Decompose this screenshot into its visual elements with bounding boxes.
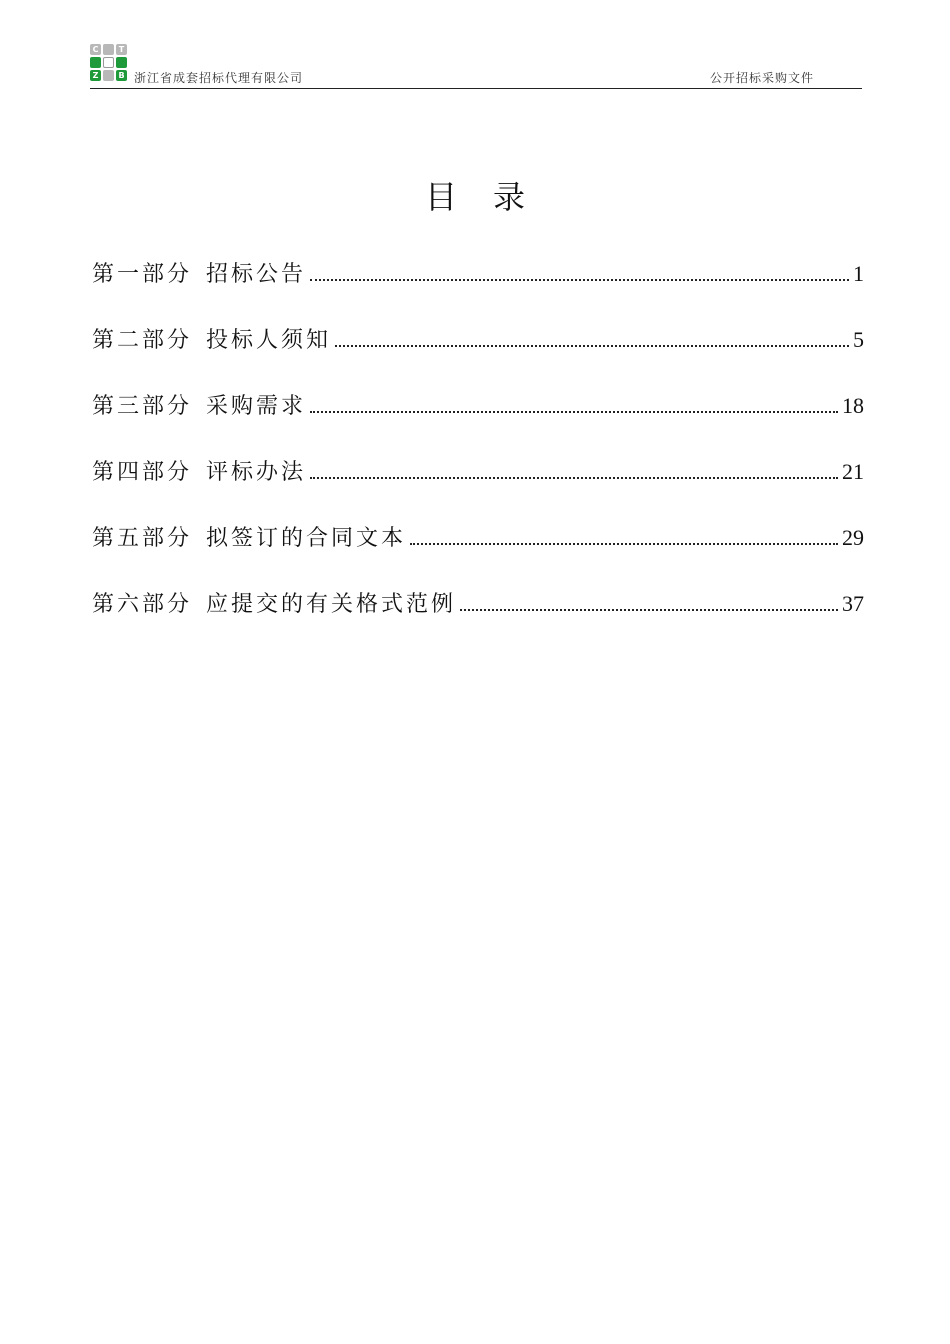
- toc-part: 第一部分: [92, 262, 193, 287]
- toc-entry[interactable]: [92, 384, 864, 428]
- toc-entry-title: 应提交的有关格式范例: [206, 592, 457, 617]
- toc-entry[interactable]: [92, 318, 864, 362]
- toc-title-right: 录: [493, 178, 526, 216]
- toc-page-number: 37: [842, 591, 864, 616]
- toc-part: 第五部分: [92, 526, 193, 551]
- toc-entry-title: 招标公告: [206, 262, 307, 287]
- company-logo: [90, 44, 128, 82]
- logo-cell-blank: [103, 44, 114, 55]
- toc-page-number: 21: [842, 459, 864, 484]
- document-type: 公开招标采购文件: [709, 71, 814, 85]
- table-of-contents: [92, 252, 864, 648]
- dot-leader: [410, 542, 838, 545]
- toc-title: [0, 172, 950, 218]
- toc-title-left: 目: [424, 178, 457, 216]
- toc-entry[interactable]: [92, 450, 864, 494]
- logo-cell-blank: [103, 70, 114, 81]
- toc-page-number: 29: [842, 525, 864, 550]
- dot-leader: [310, 476, 838, 479]
- dot-leader: [310, 410, 838, 413]
- toc-page-number: 1: [853, 261, 864, 286]
- logo-cell-t: T: [116, 44, 127, 55]
- toc-part: 第三部分: [92, 394, 193, 419]
- dot-leader: [310, 278, 849, 281]
- toc-page-number: 18: [842, 393, 864, 418]
- logo-cell-c: C: [90, 44, 101, 55]
- dot-leader: [460, 608, 838, 611]
- toc-entry[interactable]: [92, 582, 864, 626]
- toc-entry[interactable]: [92, 252, 864, 296]
- toc-entry-title: 采购需求: [206, 394, 307, 419]
- logo-cell-green: [116, 57, 127, 68]
- toc-entry[interactable]: [92, 516, 864, 560]
- logo-cell-green: [90, 57, 101, 68]
- logo-cell-center: [103, 57, 114, 68]
- dot-leader: [335, 344, 849, 347]
- page-header: [90, 44, 862, 89]
- toc-page-number: 5: [853, 327, 864, 352]
- toc-entry-title: 投标人须知: [206, 328, 332, 353]
- logo-cell-b: B: [116, 70, 127, 81]
- toc-entry-title: 拟签订的合同文本: [206, 526, 407, 551]
- company-name: 浙江省成套招标代理有限公司: [134, 71, 304, 85]
- toc-part: 第四部分: [92, 460, 193, 485]
- logo-cell-z: Z: [90, 70, 101, 81]
- toc-part: 第二部分: [92, 328, 193, 353]
- toc-part: 第六部分: [92, 592, 193, 617]
- toc-entry-title: 评标办法: [206, 460, 307, 485]
